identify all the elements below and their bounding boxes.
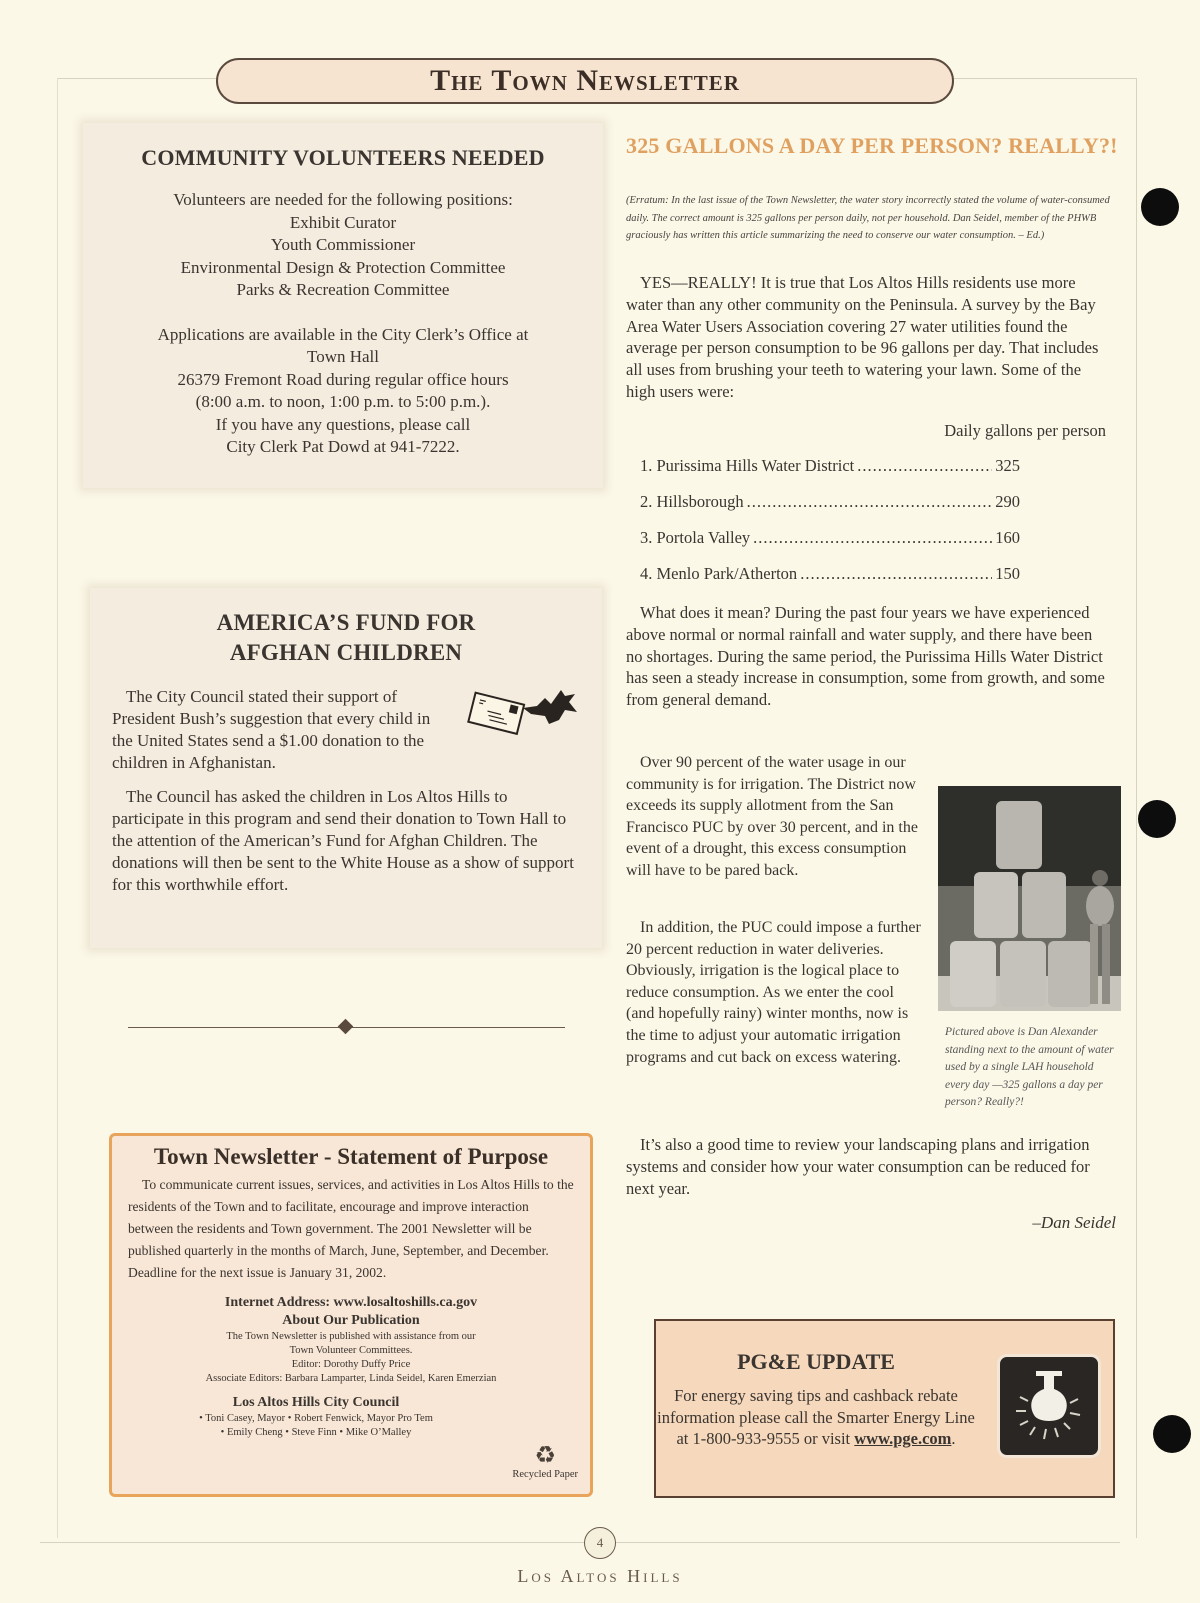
page-frame-left: [57, 78, 58, 1538]
usage-column-header: Daily gallons per person: [944, 421, 1106, 440]
usage-row: [640, 563, 1020, 599]
page-frame-right: [1136, 78, 1137, 1538]
council-heading: Los Altos Hills City Council: [232, 1395, 400, 1410]
barrels-photo-illustration: [938, 786, 1121, 1011]
envelope-dove-icon: [465, 680, 580, 742]
article-paragraph: In addition, the PUC could impose a further 20 percent reduction in water deliveries. Obviously, irrigation is the logical place to reduce consumption. As we enter the cool (and hopefully rainy) winter months, now is the time to adjust your automatic irrigation programs and cut back on excess watering.: [626, 919, 921, 1066]
usage-list: [626, 455, 1106, 599]
recycled-paper-badge: [512, 1443, 578, 1480]
details-line: Town Hall: [307, 347, 379, 366]
usage-value: 150: [995, 564, 1020, 583]
volunteers-body: [83, 189, 603, 459]
newsletter-title: The Town Newsletter: [430, 64, 740, 97]
volunteers-box: [83, 123, 603, 488]
about-line: Editor: Dorothy Duffy Price: [291, 1359, 411, 1370]
usage-row: [640, 491, 1020, 527]
footer-rule: [40, 1542, 1120, 1543]
page-number: 4: [584, 1527, 616, 1559]
leader-dots: [857, 455, 992, 477]
afghan-heading-line: AMERICA’S FUND FOR: [216, 610, 476, 635]
afghan-heading: [90, 608, 602, 668]
council-members: • Emily Cheng • Steve Finn • Mike O’Malley: [220, 1427, 412, 1438]
usage-value: 325: [995, 456, 1020, 475]
afghan-heading-line: AFGHAN CHILDREN: [229, 640, 463, 665]
article-paragraph: It’s also a good time to review your landscaping plans and irrigation systems and consider how your water consumption can be reduced for next year.: [626, 1135, 1090, 1198]
leader-dots: [800, 563, 992, 585]
pge-update-box: [654, 1319, 1115, 1498]
internet-address[interactable]: Internet Address: www.losaltoshills.ca.gov: [224, 1295, 478, 1310]
article-paragraph: Over 90 percent of the water usage in our community is for irrigation. The District now exceeds its supply allotment from the San Francisco PUC by over 30 percent, and in the event of a drought, this excess consumption will have to be pared back.: [626, 754, 918, 879]
pge-body-text: For energy saving tips and cashback rebate information please call the Smarter Energy Line at 1-800-933-9555 or visit: [657, 1386, 975, 1448]
usage-name: 2. Hillsborough: [640, 492, 744, 511]
leader-dots: [753, 527, 992, 549]
usage-name: 3. Portola Valley: [640, 528, 751, 547]
usage-value: 160: [995, 528, 1020, 547]
usage-value: 290: [995, 492, 1020, 511]
masthead: [216, 58, 954, 104]
about-line: Town Volunteer Committees.: [289, 1345, 413, 1356]
position-item: Youth Commissioner: [270, 235, 416, 254]
details-line: (8:00 a.m. to noon, 1:00 p.m. to 5:00 p.m.).: [195, 392, 491, 411]
position-item: Exhibit Curator: [289, 212, 397, 232]
usage-name: 4. Menlo Park/Atherton: [640, 564, 798, 583]
volunteers-intro: Volunteers are needed for the following positions:: [173, 190, 513, 209]
pge-body-end: .: [951, 1429, 956, 1448]
about-line: Associate Editors: Barbara Lamparter, Linda Seidel, Karen Emerzian: [205, 1373, 497, 1384]
position-item: Environmental Design & Protection Committee: [180, 257, 506, 277]
binder-hole: [1138, 800, 1176, 838]
usage-row: [640, 455, 1020, 491]
recycle-icon: ♻: [534, 1443, 556, 1469]
details-line: If you have any questions, please call: [215, 414, 471, 434]
divider-diamond-icon: [338, 1019, 354, 1035]
purpose-body: To communicate current issues, services, and activities in Los Altos Hills to the residents of the Town and to facilitate, encourage and improve interaction between the residents and Town government. The 2001 Newsletter will be published quarterly in the months of March, June, September, and December. Deadline for the next issue is January 31, 2002.: [128, 1177, 574, 1280]
volunteers-heading: COMMUNITY VOLUNTEERS NEEDED: [141, 145, 545, 170]
details-line: 26379 Fremont Road during regular office hours: [177, 369, 509, 389]
afghan-fund-box: [90, 588, 602, 948]
about-line: The Town Newsletter is published with assistance from our: [226, 1331, 476, 1342]
leader-dots: [747, 491, 993, 513]
purpose-heading: Town Newsletter - Statement of Purpose: [153, 1144, 549, 1169]
afghan-paragraph: The City Council stated their support of President Bush’s suggestion that every child in the United States send a $1.00 donation to the children in Afghanistan.: [112, 687, 431, 772]
article-byline: –Dan Seidel: [1032, 1213, 1116, 1232]
usage-row: [640, 527, 1020, 563]
about-heading: About Our Publication: [282, 1313, 420, 1328]
council-members: • Toni Casey, Mayor • Robert Fenwick, Mayor Pro Tem: [199, 1413, 433, 1424]
statement-of-purpose-box: [109, 1133, 593, 1497]
water-barrels-photo: [938, 786, 1121, 1011]
binder-hole: [1153, 1415, 1191, 1453]
position-item: Parks & Recreation Committee: [236, 280, 450, 299]
recycled-label: Recycled Paper: [512, 1469, 578, 1480]
usage-name: 1. Purissima Hills Water District: [640, 456, 855, 475]
binder-hole: [1141, 188, 1179, 226]
pge-heading: PG&E UPDATE: [737, 1349, 895, 1374]
article-paragraph: What does it mean? During the past four years we have experienced above normal or normal rainfall and water supply, and there have been no shortages. During the same period, the Purissima Hills Water District has seen a steady increase in consumption, some from growth, and some from general demand.: [626, 603, 1105, 710]
article-paragraph: YES—REALLY! It is true that Los Altos Hills residents use more water than any other community on the Peninsula. A survey by the Bay Area Water Users Association covering 27 water utilities found the average per person consumption to be 96 gallons per day. That includes all uses from brushing your teeth to watering your lawn. Some of the high users were:: [626, 273, 1099, 401]
afghan-paragraph: The Council has asked the children in Los Altos Hills to participate in this program and send their donation to Town Hall to the attention of the American’s Fund for Afghan Children. The donations will then be sent to the White House as a show of support for this worthwhile effort.: [112, 787, 574, 894]
erratum-note: (Erratum: In the last issue of the Town Newsletter, the water story incorrectly stated the volume of water-consumed daily. The correct amount is 325 gallons per person daily, not per household. Dan Seidel, member of the PHWB graciously has written this article summarizing the need to conserve our water consumption. – Ed.): [626, 195, 1110, 241]
article-title: 325 GALLONS A DAY PER PERSON? REALLY?!: [626, 133, 1118, 158]
pge-body: [656, 1385, 976, 1450]
footer-town-name: Los Altos Hills: [517, 1566, 683, 1586]
spacer: [83, 302, 603, 324]
pge-website-link[interactable]: www.pge.com: [854, 1429, 952, 1448]
lightbulb-icon: [997, 1354, 1101, 1458]
lightbulb-glyph: [1000, 1357, 1098, 1455]
details-line: City Clerk Pat Dowd at 941-7222.: [226, 437, 460, 456]
photo-caption: Pictured above is Dan Alexander standing next to the amount of water used by a single LAH household every day —325 gallons a day per person? Really?!: [945, 1026, 1114, 1108]
details-line: Applications are available in the City Clerk’s Office at: [157, 324, 529, 344]
